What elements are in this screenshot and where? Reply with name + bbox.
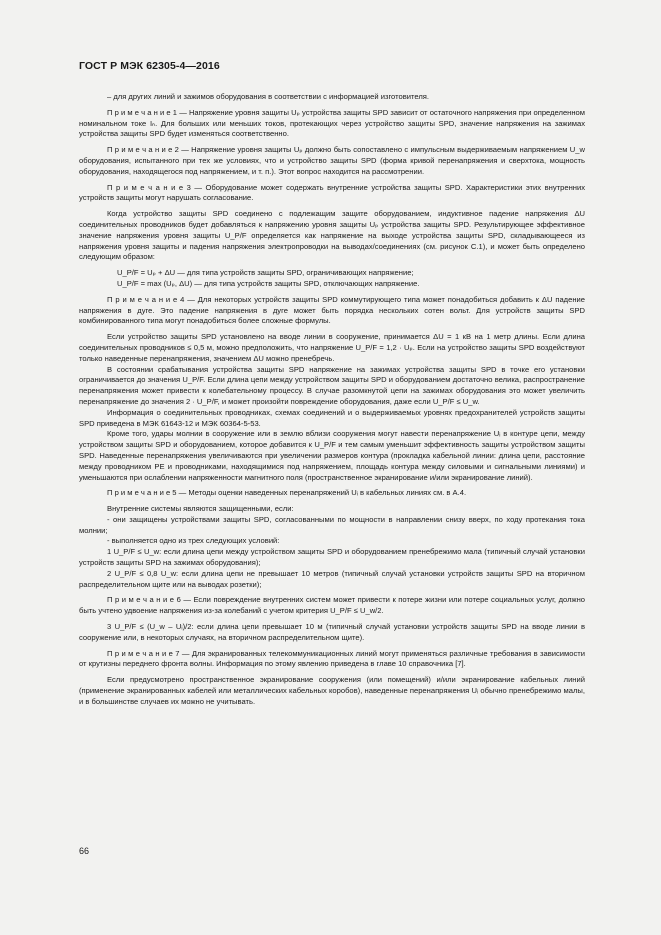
- document-body: [79, 92, 585, 713]
- condition-1: 1 U_P/F ≤ U_w: если длина цепи между устройством защиты SPD и оборудованием пренебрежимо мала (типичный случай установки устройств защиты SPD на зажимах оборудования);: [79, 547, 585, 568]
- list-item: - они защищены устройствами защиты SPD, согласованными по мощности в направлении снизу вверх, по ходу протекания тока молнии;: [79, 514, 585, 535]
- note-4: П р и м е ч а н и е 4 — Для некоторых устройств защиты SPD коммутирующего типа может понадобиться добавить к ΔU падение напряжения в дуге. Это падение напряжения в дуге может быть порядка нескольких сотен вольт. Для устройств защиты SPD комбинированного типа могут понадобиться более сложные формулы.: [79, 294, 585, 326]
- note-3: П р и м е ч а н и е 3 — Оборудование может содержать внутренние устройства защиты SPD. Характеристики этих внутренних устройств защиты могут нарушать согласование.: [79, 182, 585, 203]
- note-6: П р и м е ч а н и е 6 — Если повреждение внутренних систем может привести к потере жизни или потере социальных услуг, должно быть учтено удвоение напряжения из-за колебаний с учетом критерия U_P/F ≤ U_w/2.: [79, 595, 585, 616]
- paragraph: В состоянии срабатывания устройства защиты SPD напряжение на зажимах устройства защиты SPD в точке его установки ограничивается до значения U_P/F. Если длина цепи между устройством защиты SPD и оборудованием достаточно велика, распространение перенапряжения может привести к колебательному процессу. В случае разомкнутой цепи на зажимах оборудования это может увеличить перенапряжение до значения 2 · U_P/F, и может произойти повреждение оборудования, даже если U_P/F ≤ U_w.: [79, 364, 585, 406]
- paragraph: Информация о соединительных проводниках, схемах соединений и о выдерживаемых уровнях предохранителей устройств защиты SPD приведена в МЭК 61643-12 и МЭК 60364-5-53.: [79, 407, 585, 428]
- note-1: П р и м е ч а н и е 1 — Напряжение уровня защиты Uₚ устройства защиты SPD зависит от остаточного напряжения при определенном номинальном токе Iₙ. Для больших или меньших токов, протекающих через устройство защиты SPD, значение напряжения на зажимах устройства защиты SPD будет изменяться соответственно.: [79, 107, 585, 139]
- paragraph: Кроме того, удары молнии в сооружение или в землю вблизи сооружения могут навести перенапряжение Uᵢ в контуре цепи, между устройством защиты SPD и оборудованием, которое добавится к U_P/F и тем самым уменьшит эффективность защиты устройством защиты SPD. Наведенные перенапряжения увеличиваются при увеличении размеров контура (прокладка кабельной линии: длина цепи, расстояние между проводником PE и проводниками, находящимися под напряжением, площадь контура между силовыми и сигнальными линиями) и уменьшаются при ослаблении напряженности магнитного поля (пространственное экранирование и/или экранирование линий).: [79, 429, 585, 482]
- note-5: П р и м е ч а н и е 5 — Методы оценки наведенных перенапряжений Uᵢ в кабельных линиях см. в А.4.: [107, 488, 467, 498]
- paragraph: Если предусмотрено пространственное экранирование сооружения (или помещений) и/или экранирование кабельных линий (применение экранированных кабелей или металлических кабельных коробов), наведенные перенапряжения Uᵢ обычно пренебрежимо малы, и в большинстве случаев их можно не учитывать.: [79, 675, 585, 706]
- note-2: П р и м е ч а н и е 2 — Напряжение уровня защиты Uₚ должно быть сопоставлено с импульсным выдерживаемым напряжением U_w оборудования, испытанного при тех же условиях, что и устройство защиты SPD (форма кривой перенапряжения и сверхтока, мощность оборудования, находящегося под напряжением, и т. п.). Этот вопрос находится на рассмотрении.: [79, 145, 585, 176]
- paragraph: Внутренние системы являются защищенными, если:: [107, 504, 294, 514]
- page-number: 66: [79, 846, 90, 856]
- list-item: - выполняется одно из трех следующих условий:: [107, 536, 280, 546]
- paragraph: Если устройство защиты SPD установлено на вводе линии в сооружение, принимается ΔU = 1 кВ на 1 метр длины. Если длина соединительных проводников ≤ 0,5 м, можно предположить, что напряжение U_P/F = 1,2 · Uₚ. Если на устройство защиты SPD воздействуют только наведенные перенапряжения, значением ΔU можно пренебречь.: [79, 332, 585, 363]
- note-7: П р и м е ч а н и е 7 — Для экранированных телекоммуникационных линий могут применяться различные требования в зависимости от крутизны переднего фронта волны. Информация по этому явлению приведена в главе 10 справочника [7].: [79, 648, 585, 669]
- paragraph: – для других линий и зажимов оборудования в соответствии с информацией изготовителя.: [107, 92, 430, 101]
- paragraph: Когда устройство защиты SPD соединено с подлежащим защите оборудованием, индуктивное падение напряжения ΔU соединительных проводников будет добавляться к напряжению уровня защиты Uₚ устройства защиты SPD. Результирующее эффективное значение напряжения уровня защиты U_P/F определяется как напряжение на выходе устройства защиты SPD, складывающееся из напряжения уровня защиты и падения напряжения электропроводки на выводах/соединениях (см. рисунок С.1), и может быть определено следующим образом:: [79, 209, 585, 262]
- document-header: ГОСТ Р МЭК 62305-4—2016: [79, 60, 220, 72]
- formula-1: U_P/F = Uₚ + ΔU — для типа устройств защиты SPD, ограничивающих напряжение;: [117, 268, 414, 278]
- condition-3: 3 U_P/F ≤ (U_w – Uᵢ)/2: если длина цепи превышает 10 м (типичный случай установки устройств защиты SPD на вводе линии в сооружение или, в некоторых случаях, на вторичном распределительном щите).: [79, 622, 585, 642]
- condition-2: 2 U_P/F ≤ 0,8 U_w: если длина цепи не превышает 10 метров (типичный случай установки устройств защиты SPD на вторичном распределительном щите или на выводах розетки);: [79, 568, 585, 589]
- formula-2: U_P/F = max (Uₚ, ΔU) — для типа устройств защиты SPD, отключающих напряжение.: [117, 278, 420, 288]
